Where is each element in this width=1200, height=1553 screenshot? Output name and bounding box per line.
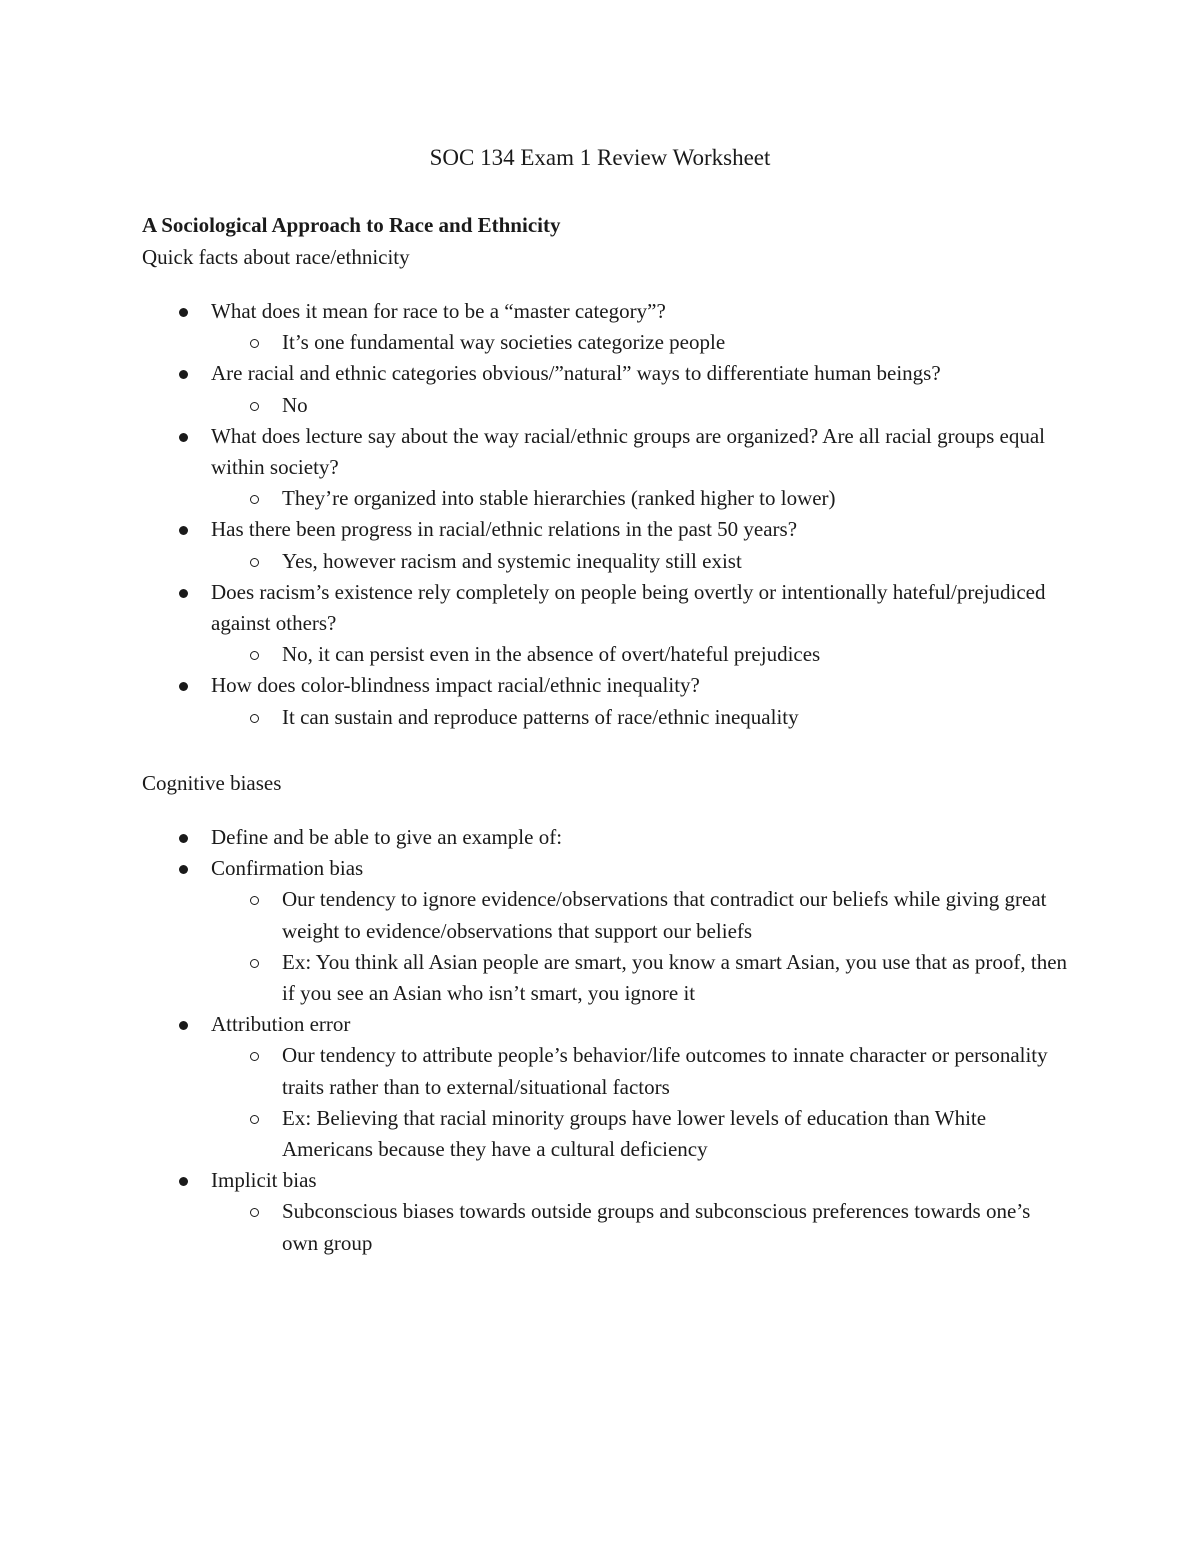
bullet-icon — [179, 834, 188, 843]
sub-bullet-icon — [250, 1115, 259, 1124]
answer-row — [0, 702, 1200, 733]
bullet-icon — [179, 526, 188, 535]
list-item — [0, 421, 1200, 515]
sub-bullet-icon — [250, 558, 259, 567]
sub-bullet-icon — [250, 402, 259, 411]
answer-row — [0, 639, 1200, 670]
bullet-icon — [179, 370, 188, 379]
answer-text: No, it can persist even in the absence of overt/hateful prejudices — [282, 642, 821, 667]
list-item — [0, 358, 1200, 420]
cognitive-biases-list — [0, 822, 1200, 1259]
term-row — [0, 853, 1200, 884]
list-item — [0, 822, 1200, 853]
term-text: Confirmation bias — [211, 856, 364, 881]
question-row — [0, 296, 1200, 327]
answer-text: They’re organized into stable hierarchies (ranked higher to lower) — [282, 486, 836, 511]
definition-text: Our tendency to attribute people’s behavior/life outcomes to innate character or personality traits rather than to external/situational factors — [282, 1043, 1048, 1099]
question-row — [0, 514, 1200, 545]
section-heading: A Sociological Approach to Race and Ethnicity — [142, 213, 561, 237]
list-item — [0, 296, 1200, 358]
definition-row — [0, 1040, 1200, 1102]
answer-row — [0, 327, 1200, 358]
answer-row — [0, 390, 1200, 421]
question-row — [0, 822, 1200, 853]
question-text: Are racial and ethnic categories obvious/”natural” ways to differentiate human beings? — [211, 361, 941, 386]
list-item — [0, 670, 1200, 732]
section-subheading-quick-facts: Quick facts about race/ethnicity — [142, 245, 410, 269]
sub-bullet-icon — [250, 651, 259, 660]
definition-text: Our tendency to ignore evidence/observations that contradict our beliefs while giving great weight to evidence/observations that support our beliefs — [282, 887, 1047, 943]
question-text: Has there been progress in racial/ethnic relations in the past 50 years? — [211, 517, 798, 542]
question-row — [0, 670, 1200, 701]
example-row — [0, 1103, 1200, 1165]
sub-bullet-icon — [250, 339, 259, 348]
question-text: Does racism’s existence rely completely on people being overtly or intentionally hateful/prejudiced against others? — [211, 579, 1046, 636]
term-text: Attribution error — [211, 1012, 351, 1037]
bullet-icon — [179, 1021, 188, 1030]
question-row — [0, 358, 1200, 389]
answer-row — [0, 483, 1200, 514]
example-text: Ex: Believing that racial minority groups have lower levels of education than White Americans because they have a cultural deficiency — [282, 1105, 987, 1162]
list-item — [0, 577, 1200, 671]
sub-bullet-icon — [250, 495, 259, 504]
answer-text: No — [282, 392, 308, 417]
sub-bullet-icon — [250, 1208, 259, 1217]
question-row — [0, 577, 1200, 639]
section-subheading-cognitive-biases: Cognitive biases — [142, 771, 282, 795]
example-text: Ex: You think all Asian people are smart, you know a smart Asian, you use that as proof, then if you see an Asian who isn’t smart, you ignore it — [282, 949, 1068, 1006]
term-text: Implicit bias — [211, 1168, 317, 1193]
list-item — [0, 1009, 1200, 1165]
quick-facts-list — [0, 296, 1200, 733]
sub-bullet-icon — [250, 1052, 259, 1061]
definition-row — [0, 1196, 1200, 1258]
document-title: SOC 134 Exam 1 Review Worksheet — [429, 145, 771, 170]
question-row — [0, 421, 1200, 483]
bullet-icon — [179, 682, 188, 691]
bullet-icon — [179, 865, 188, 874]
list-item — [0, 853, 1200, 1009]
answer-text: It’s one fundamental way societies categorize people — [282, 330, 726, 355]
bullet-icon — [179, 589, 188, 598]
question-text: How does color-blindness impact racial/ethnic inequality? — [211, 673, 700, 698]
question-text: What does lecture say about the way racial/ethnic groups are organized? Are all racial groups equal within society? — [211, 423, 1046, 480]
answer-row — [0, 546, 1200, 577]
definition-row — [0, 884, 1200, 946]
term-row — [0, 1165, 1200, 1196]
answer-text: It can sustain and reproduce patterns of race/ethnic inequality — [282, 704, 799, 729]
bullet-icon — [179, 1177, 188, 1186]
list-item — [0, 514, 1200, 576]
term-row — [0, 1009, 1200, 1040]
sub-bullet-icon — [250, 896, 259, 905]
answer-text: Yes, however racism and systemic inequality still exist — [282, 548, 742, 573]
bullet-icon — [179, 433, 188, 442]
question-text: What does it mean for race to be a “master category”? — [211, 299, 666, 323]
list-item — [0, 1165, 1200, 1259]
sub-bullet-icon — [250, 959, 259, 968]
definition-text: Subconscious biases towards outside groups and subconscious preferences towards one’s own group — [282, 1199, 1031, 1255]
question-text: Define and be able to give an example of: — [211, 825, 563, 849]
sub-bullet-icon — [250, 714, 259, 723]
example-row — [0, 947, 1200, 1009]
bullet-icon — [179, 308, 188, 317]
